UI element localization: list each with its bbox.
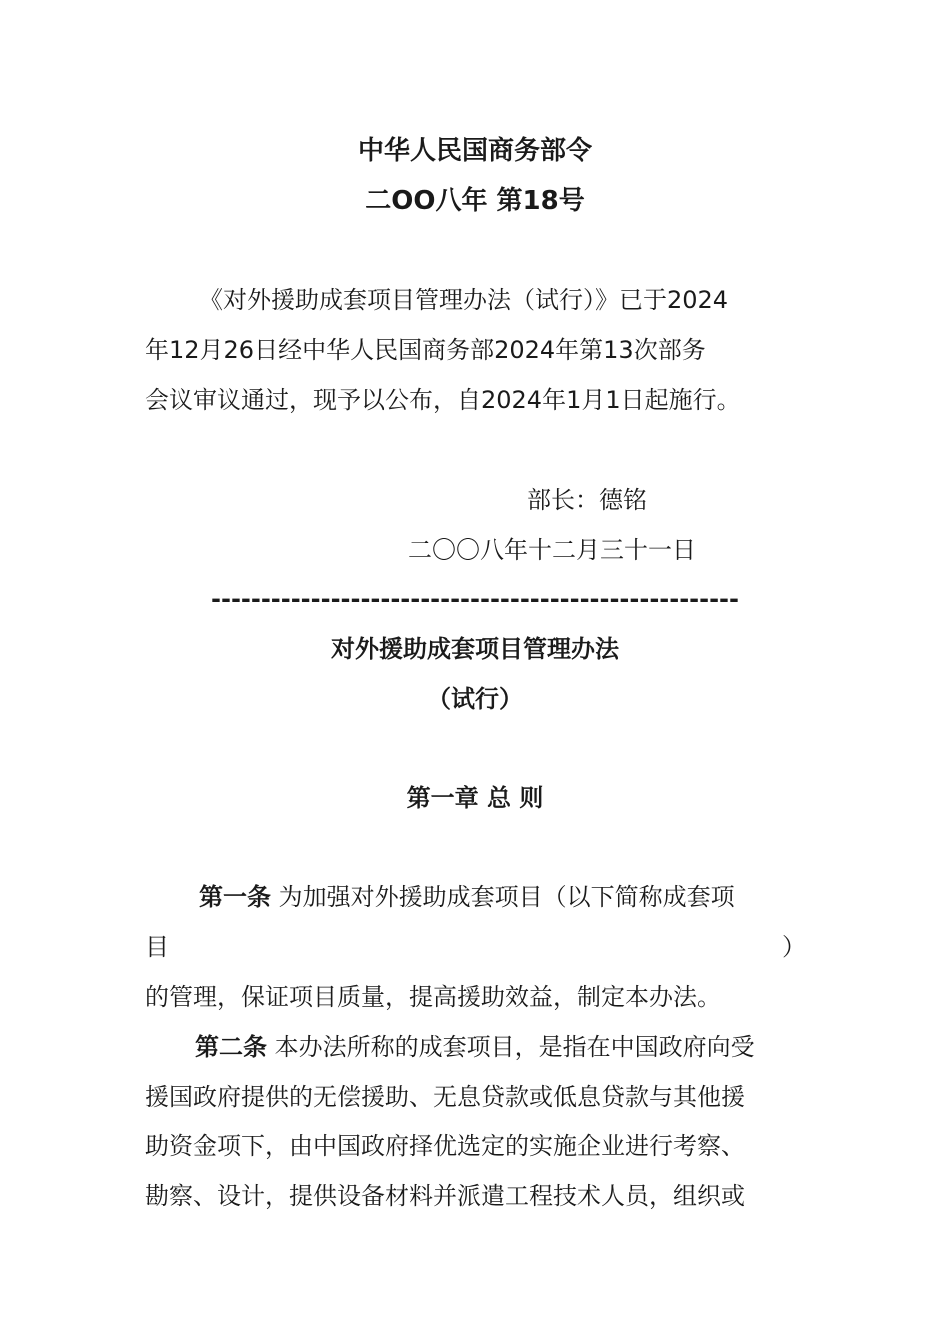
article-1-line-2-end: ）	[782, 933, 806, 961]
document-title: 对外援助成套项目管理办法	[331, 635, 619, 663]
article-2-line-4: 勘察、设计，提供设备材料并派遣工程技术人员，组织或	[145, 1182, 745, 1210]
article-1-line-1	[145, 872, 807, 922]
document-subtitle: （试行）	[427, 685, 523, 713]
intro-line-2: 年12月26日经中华人民国商务部2024年第13次部务	[145, 336, 706, 364]
article-2-line-3: 助资金项下，由中国政府择优选定的实施企业进行考察、	[145, 1132, 745, 1160]
decree-header: 中华人民国商务部令	[357, 136, 592, 166]
article-2-line-1	[145, 1022, 807, 1072]
intro-line-1: 《对外援助成套项目管理办法（试行）》已于2024	[199, 286, 729, 314]
intro-line-3: 会议审议通过，现予以公布，自2024年1月1日起施行。	[145, 386, 741, 414]
signature-date: 二〇〇八年十二月三十一日	[408, 536, 696, 564]
article-1-line-2-start: 目	[145, 933, 169, 961]
chapter-heading: 第一章 总 则	[406, 784, 544, 812]
article-2-text: 本办法所称的成套项目，是指在中国政府向受	[267, 1033, 755, 1061]
article-1-line-3: 的管理，保证项目质量，提高援助效益，制定本办法。	[145, 983, 721, 1011]
article-1-text: 为加强对外援助成套项目（以下简称成套项	[271, 883, 735, 911]
article-1-label: 第一条	[199, 883, 271, 911]
article-2-label: 第二条	[195, 1033, 267, 1061]
minister-signature: 部长：德铭	[527, 486, 647, 514]
article-2-line-2: 援国政府提供的无偿援助、无息贷款或低息贷款与其他援	[145, 1083, 745, 1111]
divider-line: -----------------------------------------------------	[211, 585, 739, 613]
decree-number: 二OO八年 第18号	[365, 186, 585, 216]
article-1-line-2	[145, 922, 807, 972]
